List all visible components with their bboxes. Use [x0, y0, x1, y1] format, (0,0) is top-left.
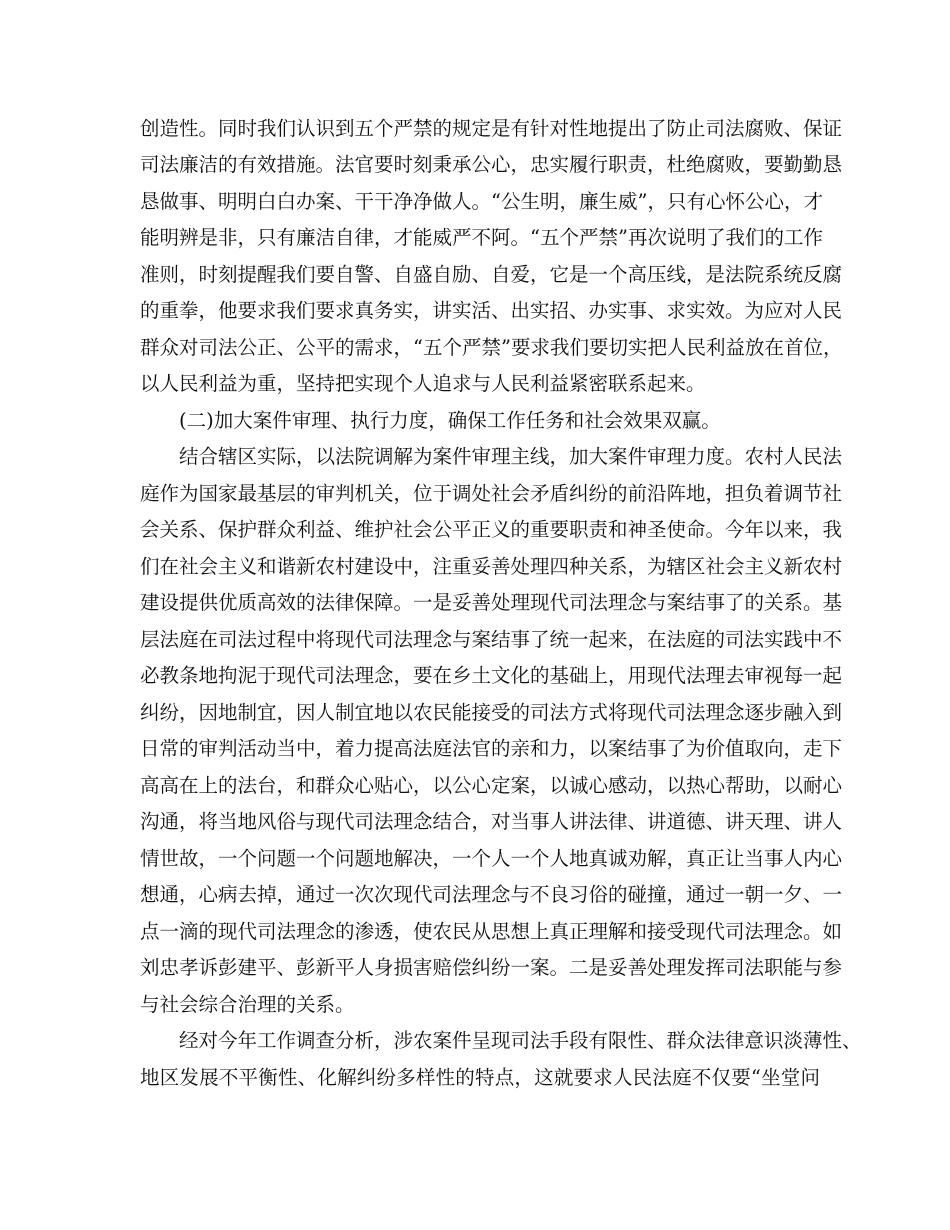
paragraph-3-line-14: 点一滴的现代司法理念的渗透，使农民从思想上真正理解和接受现代司法理念。如: [140, 920, 843, 943]
paragraph-3-line-6: 层法庭在司法过程中将现代司法理念与案结事了统一起来，在法庭的司法实践中不: [140, 628, 843, 651]
paragraph-3-line-10: 高高在上的法台，和群众心贴心，以公心定案，以诚心感动，以热心帮助，以耐心: [140, 774, 843, 797]
paragraph-4-line-1: 经对今年工作调查分析，涉农案件呈现司法手段有限性、群众法律意识淡薄性、: [179, 1029, 862, 1052]
paragraph-3-line-2: 庭作为国家最基层的审判机关，位于调处社会矛盾纠纷的前沿阵地，担负着调节社: [140, 482, 843, 505]
section-heading: (二)加大案件审理、执行力度，确保工作任务和社会效果双赢。: [179, 409, 721, 432]
paragraph-1-line-2: 司法廉洁的有效措施。法官要时刻秉承公心，忠实履行职责，杜绝腐败，要勤勤恳: [140, 153, 843, 176]
paragraph-3-line-12: 情世故，一个问题一个问题地解决，一个人一个人地真诚劝解，真正让当事人内心: [140, 847, 843, 870]
paragraph-1-line-6: 的重拳，他要求我们要求真务实，讲实活、出实招、办实事、求实效。为应对人民: [140, 299, 843, 322]
paragraph-3-line-7: 必教条地拘泥于现代司法理念，要在乡土文化的基础上，用现代法理去审视每一起: [140, 664, 843, 687]
paragraph-3-line-9: 日常的审判活动当中，着力提高法庭法官的亲和力，以案结事了为价值取向，走下: [140, 737, 843, 760]
paragraph-3-line-15: 刘忠孝诉彭建平、彭新平人身损害赔偿纠纷一案。二是妥善处理发挥司法职能与参: [140, 956, 843, 979]
paragraph-1-line-5: 准则，时刻提醒我们要自警、自盛自励、自爱，它是一个高压线，是法院系统反腐: [140, 263, 843, 286]
paragraph-3-line-16: 与社会综合治理的关系。: [140, 993, 355, 1016]
paragraph-3-line-3: 会关系、保护群众利益、维护社会公平正义的重要职责和神圣使命。今年以来，我: [140, 518, 843, 541]
paragraph-3-line-11: 沟通，将当地风俗与现代司法理念结合，对当事人讲法律、讲道德、讲天理、讲人: [140, 810, 843, 833]
paragraph-1-line-1: 创造性。同时我们认识到五个严禁的规定是有针对性地提出了防止司法腐败、保证: [140, 117, 843, 140]
paragraph-4-line-2: 地区发展不平衡性、化解纠纷多样性的特点，这就要求人民法庭不仅要“坐堂问: [140, 1066, 820, 1089]
paragraph-1-line-3: 恳做事、明明白白办案、干干净净做人。“公生明，廉生威”，只有心怀公心，才: [140, 190, 823, 213]
paragraph-3-line-4: 们在社会主义和谐新农村建设中，注重妥善处理四种关系，为辖区社会主义新农村: [140, 555, 843, 578]
paragraph-3-line-5: 建设提供优质高效的法律保障。一是妥善处理现代司法理念与案结事了的关系。基: [140, 591, 843, 614]
paragraph-1-line-8: 以人民利益为重，坚持把实现个人追求与人民利益紧密联系起来。: [140, 372, 706, 395]
paragraph-3-line-8: 纠纷，因地制宜，因人制宜地以农民能接受的司法方式将现代司法理念逐步融入到: [140, 701, 843, 724]
paragraph-3-line-13: 想通，心病去掉，通过一次次现代司法理念与不良习俗的碰撞，通过一朝一夕、一: [140, 883, 843, 906]
paragraph-1-line-4: 能明辨是非，只有廉洁自律，才能威严不阿。“五个严禁”再次说明了我们的工作: [140, 226, 823, 249]
paragraph-3-line-1: 结合辖区实际，以法院调解为案件审理主线，加大案件审理力度。农村人民法: [179, 445, 843, 468]
paragraph-1-line-7: 群众对司法公正、公平的需求，“五个严禁”要求我们要切实把人民利益放在首位，: [140, 336, 843, 359]
